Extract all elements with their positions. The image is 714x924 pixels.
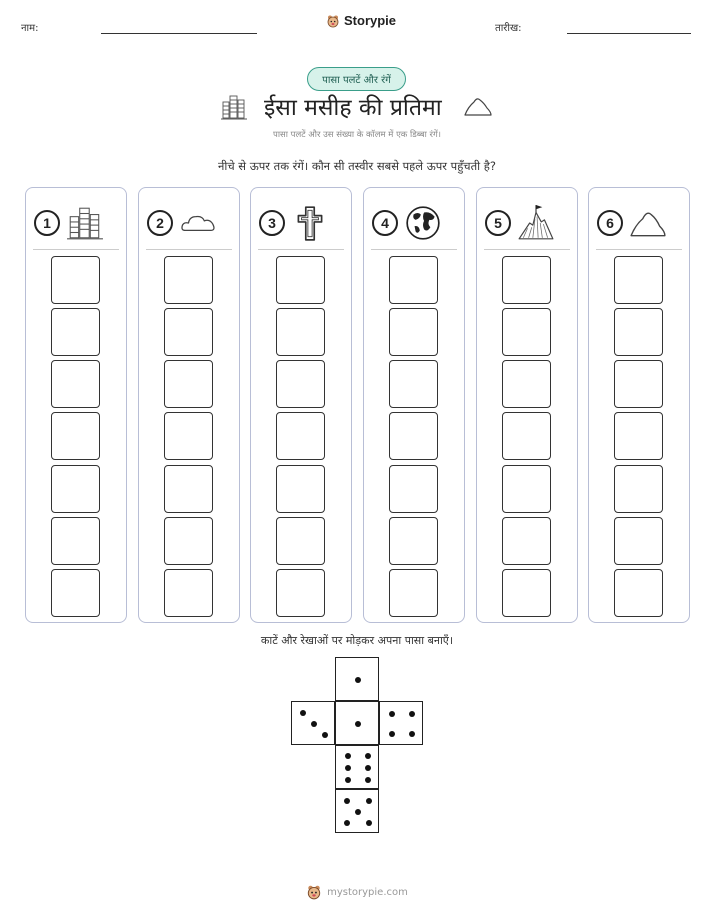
color-box[interactable] bbox=[502, 360, 551, 408]
mountain-flag-icon bbox=[517, 204, 555, 242]
die-pip bbox=[389, 711, 395, 717]
color-box[interactable] bbox=[164, 256, 213, 304]
color-box[interactable] bbox=[614, 569, 663, 617]
city-icon bbox=[219, 92, 249, 122]
color-box[interactable] bbox=[614, 517, 663, 565]
brand-name: Storypie bbox=[344, 13, 397, 28]
die-pip bbox=[344, 798, 350, 804]
column-divider bbox=[33, 249, 119, 250]
name-line[interactable] bbox=[101, 33, 257, 34]
hill-icon bbox=[463, 93, 493, 119]
column-header bbox=[147, 200, 231, 246]
cross-icon bbox=[291, 204, 329, 242]
column-divider bbox=[146, 249, 232, 250]
die-face-3 bbox=[291, 701, 335, 745]
die-pip bbox=[409, 711, 415, 717]
cloud-icon bbox=[179, 204, 217, 242]
hill-icon bbox=[629, 204, 667, 242]
color-box[interactable] bbox=[164, 517, 213, 565]
instruction: नीचे से ऊपर तक रंगें। कौन सी तस्वीर सबसे पहले ऊपर पहुँचती है? bbox=[217, 159, 497, 173]
die-pip bbox=[389, 731, 395, 737]
color-box[interactable] bbox=[614, 256, 663, 304]
die-pip bbox=[344, 820, 350, 826]
color-box[interactable] bbox=[51, 360, 100, 408]
column-number: 3 bbox=[259, 210, 285, 236]
column-number: 4 bbox=[372, 210, 398, 236]
color-box[interactable] bbox=[502, 569, 551, 617]
die-pip bbox=[322, 732, 328, 738]
subtitle: पासा पलटें और उस संख्या के कॉलम में एक डिब्बा रंगें। bbox=[273, 130, 441, 140]
date-label: तारीख: bbox=[495, 23, 522, 34]
die-pip bbox=[366, 820, 372, 826]
die-pip bbox=[345, 753, 351, 759]
column-number: 2 bbox=[147, 210, 173, 236]
globe-icon bbox=[404, 204, 442, 242]
column-header bbox=[485, 200, 569, 246]
column-number: 5 bbox=[485, 210, 511, 236]
die-pip bbox=[345, 765, 351, 771]
column-1 bbox=[25, 187, 127, 623]
color-box[interactable] bbox=[614, 360, 663, 408]
color-box[interactable] bbox=[389, 517, 438, 565]
color-box[interactable] bbox=[276, 517, 325, 565]
die-pip bbox=[311, 721, 317, 727]
footer bbox=[0, 884, 714, 900]
color-box[interactable] bbox=[164, 465, 213, 513]
column-6 bbox=[588, 187, 690, 623]
color-box[interactable] bbox=[51, 517, 100, 565]
storypie-mascot-icon bbox=[326, 14, 340, 28]
column-2 bbox=[138, 187, 240, 623]
color-box[interactable] bbox=[502, 465, 551, 513]
color-box[interactable] bbox=[164, 569, 213, 617]
die-pip bbox=[300, 710, 306, 716]
column-header bbox=[259, 200, 343, 246]
color-box[interactable] bbox=[276, 360, 325, 408]
die-pip bbox=[355, 809, 361, 815]
color-box[interactable] bbox=[502, 412, 551, 460]
color-box[interactable] bbox=[389, 308, 438, 356]
topic-pill: पासा पलटें और रंगें bbox=[307, 67, 406, 91]
color-box[interactable] bbox=[614, 412, 663, 460]
column-divider bbox=[596, 249, 682, 250]
color-box[interactable] bbox=[276, 412, 325, 460]
column-number: 6 bbox=[597, 210, 623, 236]
color-box[interactable] bbox=[51, 412, 100, 460]
color-box[interactable] bbox=[164, 360, 213, 408]
column-divider bbox=[371, 249, 457, 250]
column-header bbox=[372, 200, 456, 246]
color-box[interactable] bbox=[276, 465, 325, 513]
die-pip bbox=[355, 721, 361, 727]
color-box[interactable] bbox=[51, 256, 100, 304]
color-box[interactable] bbox=[389, 256, 438, 304]
footer-url[interactable]: mystorypie.com bbox=[327, 886, 408, 898]
color-box[interactable] bbox=[389, 465, 438, 513]
die-pip bbox=[409, 731, 415, 737]
page-title: ईसा मसीह की प्रतिमा bbox=[264, 95, 442, 121]
color-box[interactable] bbox=[276, 256, 325, 304]
color-box[interactable] bbox=[502, 256, 551, 304]
color-box[interactable] bbox=[276, 569, 325, 617]
color-box[interactable] bbox=[389, 412, 438, 460]
column-divider bbox=[484, 249, 570, 250]
city-icon bbox=[66, 204, 104, 242]
color-box[interactable] bbox=[502, 308, 551, 356]
die-face-1 bbox=[335, 657, 379, 701]
die-pip bbox=[365, 765, 371, 771]
die-pip bbox=[365, 777, 371, 783]
die-pip bbox=[345, 777, 351, 783]
column-divider bbox=[258, 249, 344, 250]
color-box[interactable] bbox=[51, 569, 100, 617]
color-box[interactable] bbox=[51, 465, 100, 513]
color-box[interactable] bbox=[614, 308, 663, 356]
die-pip bbox=[366, 798, 372, 804]
color-box[interactable] bbox=[164, 308, 213, 356]
column-number: 1 bbox=[34, 210, 60, 236]
color-box[interactable] bbox=[614, 465, 663, 513]
column-3 bbox=[250, 187, 352, 623]
column-header bbox=[597, 200, 681, 246]
storypie-mascot-icon bbox=[306, 884, 322, 900]
date-line[interactable] bbox=[567, 33, 691, 34]
brand-logo bbox=[326, 13, 396, 28]
color-box[interactable] bbox=[502, 517, 551, 565]
color-box[interactable] bbox=[276, 308, 325, 356]
color-box[interactable] bbox=[389, 360, 438, 408]
die-face-1 bbox=[335, 701, 379, 745]
color-box[interactable] bbox=[51, 308, 100, 356]
color-box[interactable] bbox=[389, 569, 438, 617]
name-label: नाम: bbox=[21, 23, 39, 34]
color-box[interactable] bbox=[164, 412, 213, 460]
column-5 bbox=[476, 187, 578, 623]
die-face-4 bbox=[379, 701, 423, 745]
column-4 bbox=[363, 187, 465, 623]
die-pip bbox=[365, 753, 371, 759]
die-pip bbox=[355, 677, 361, 683]
column-header bbox=[34, 200, 118, 246]
die-face-6 bbox=[335, 745, 379, 789]
cut-instruction: काटें और रेखाओं पर मोड़कर अपना पासा बनाएँ। bbox=[260, 634, 454, 647]
die-face-5 bbox=[335, 789, 379, 833]
